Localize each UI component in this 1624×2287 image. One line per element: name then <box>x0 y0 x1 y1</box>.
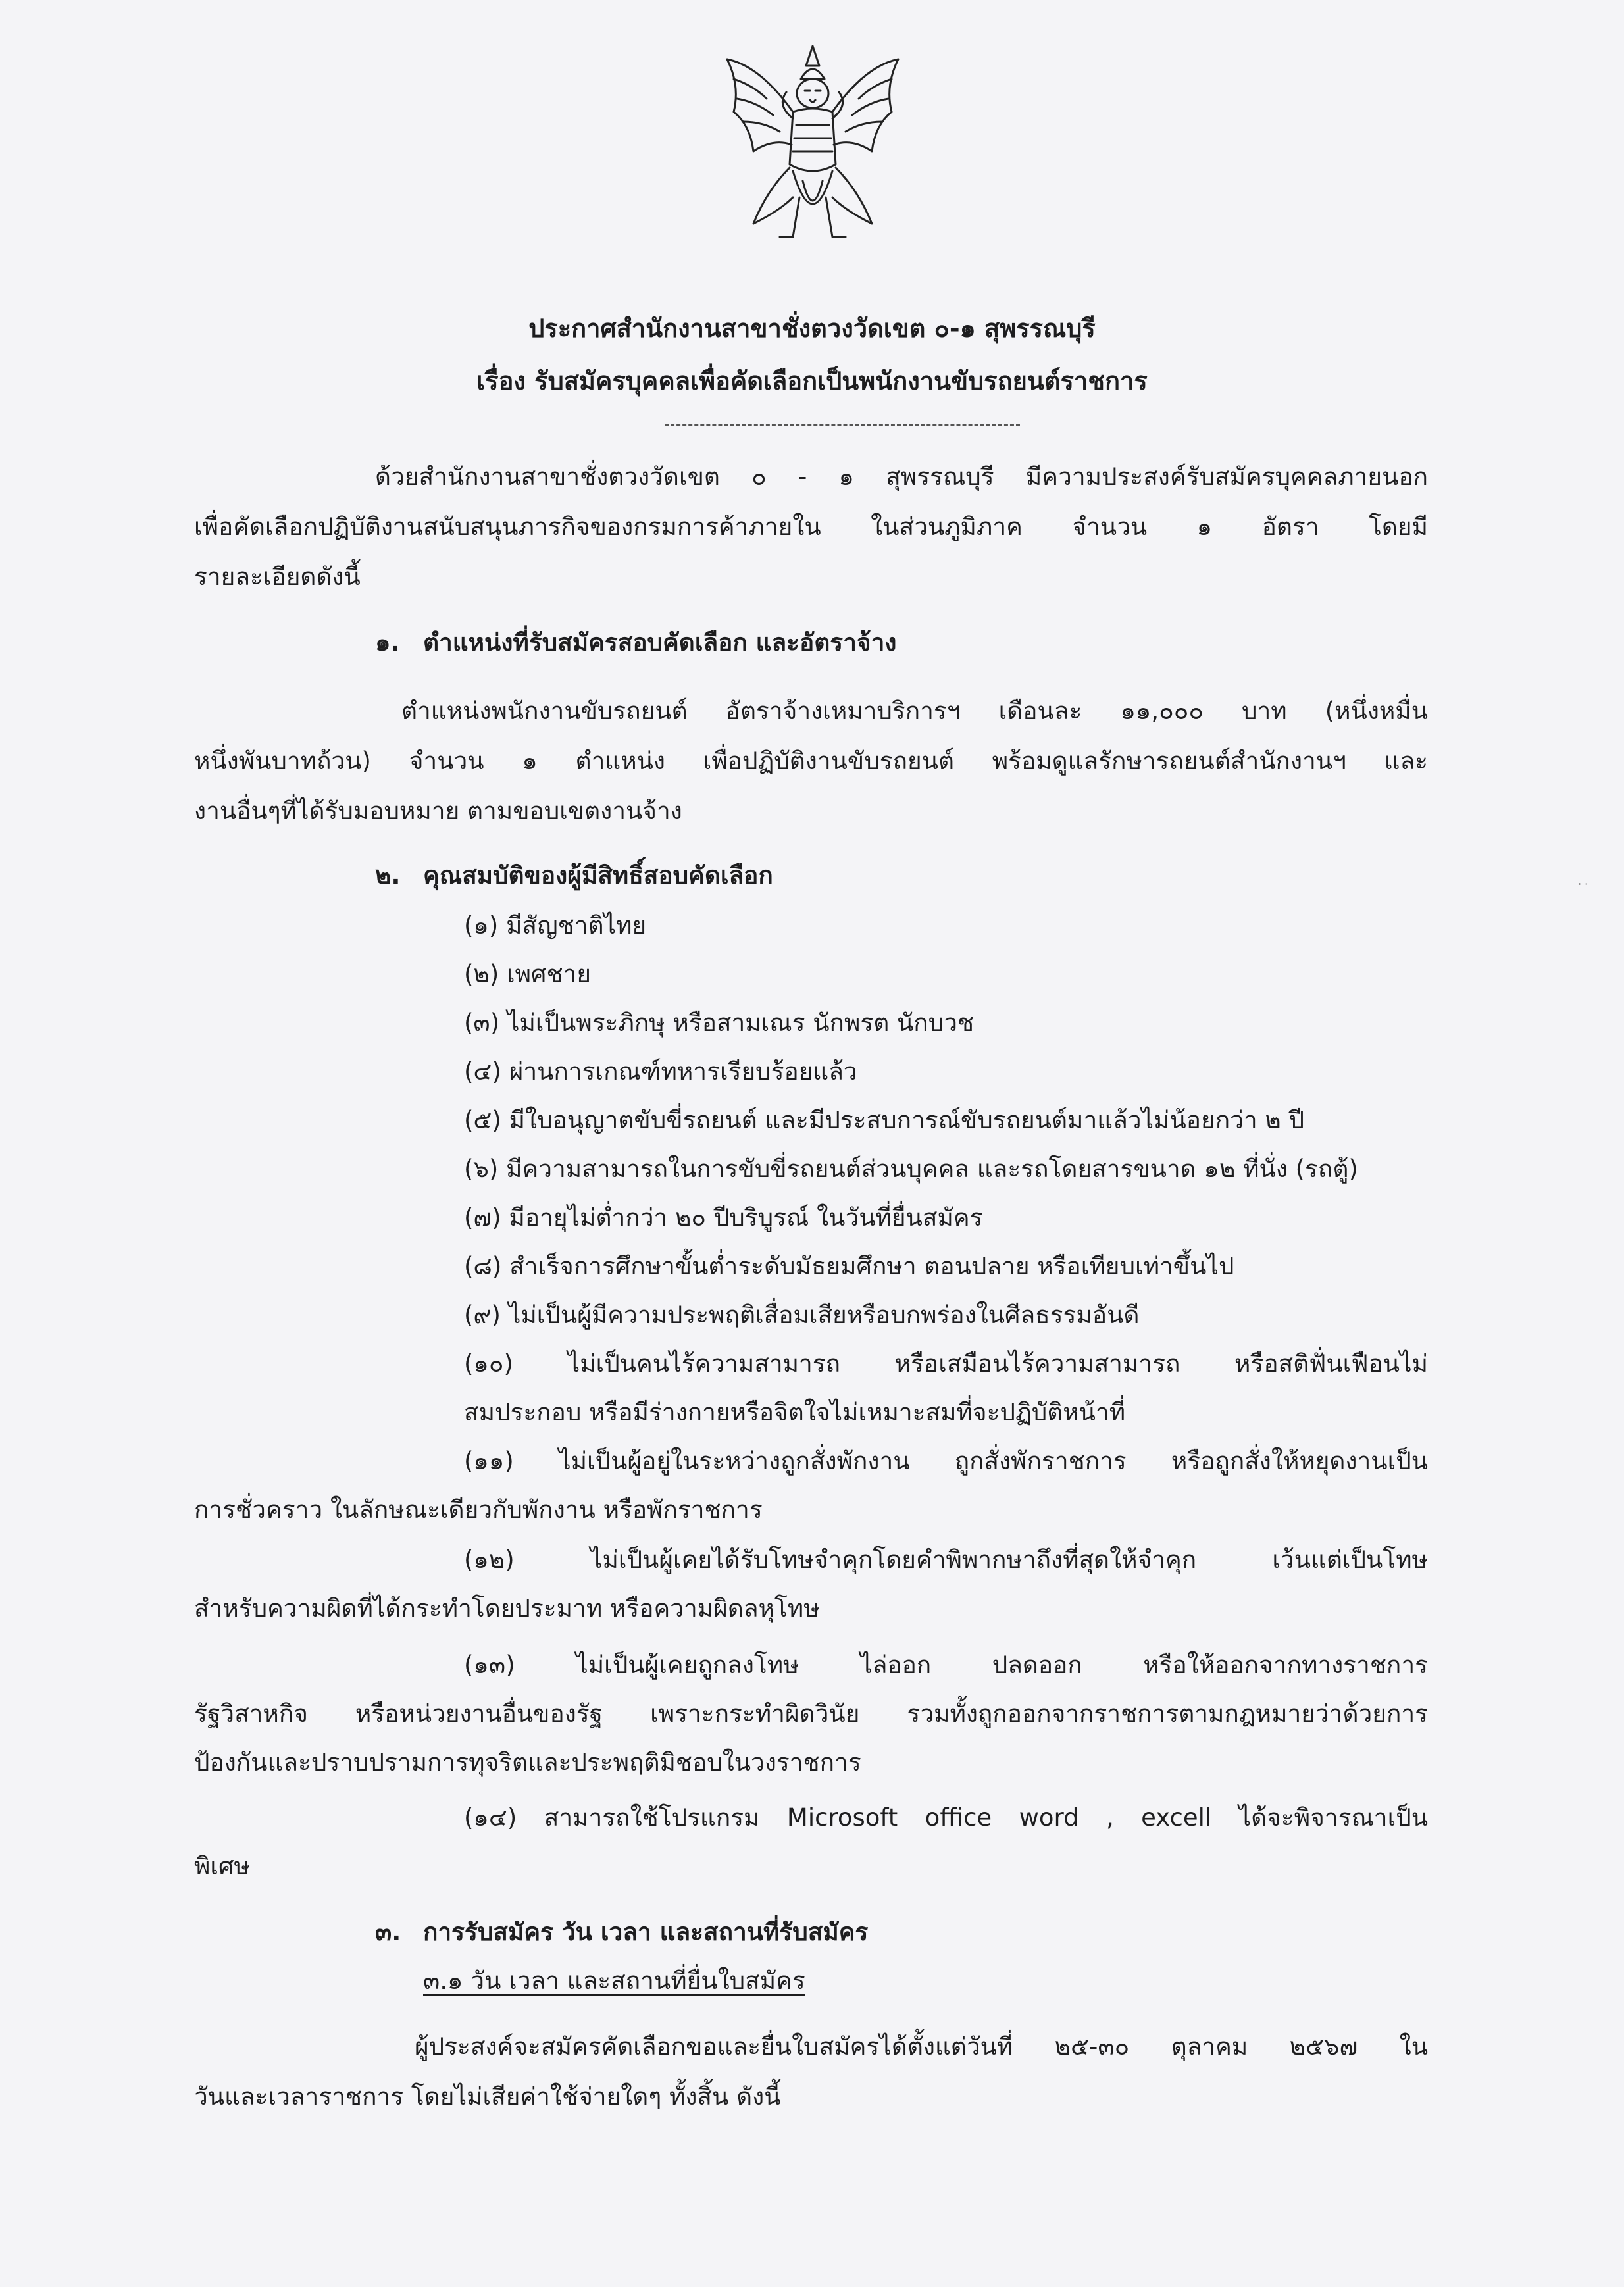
intro-line-2: เพื่อคัดเลือกปฏิบัติงานสนับสนุนภารกิจของกรมการค้าภายใน ในส่วนภูมิภาค จำนวน ๑ อัตรา โดยมี <box>194 513 1428 541</box>
qualification-item: (๑๐) ไม่เป็นคนไร้ความสามารถ หรือเสมือนไร้ความสามารถ หรือสติฟั่นเฟือนไม่ <box>464 1349 1428 1378</box>
section3-line-2: วันและเวลาราชการ โดยไม่เสียค่าใช้จ่ายใดๆ ทั้งสิ้น ดังนี้ <box>194 2082 781 2111</box>
section1-heading: ตำแหน่งที่รับสมัครสอบคัดเลือก และอัตราจ้าง <box>423 628 897 657</box>
qualification-item: (๑๔) สามารถใช้โปรแกรม Microsoft office word , excell ได้จะพิจารณาเป็น <box>464 1803 1428 1832</box>
qualification-item: (๓) ไม่เป็นพระภิกษุ หรือสามเณร นักพรต นักบวช <box>464 1009 975 1037</box>
section2-number: ๒. <box>375 861 401 890</box>
section3-heading: การรับสมัคร วัน เวลา และสถานที่รับสมัคร <box>423 1918 869 1946</box>
document-subject: เรื่อง รับสมัครบุคคลเพื่อคัดเลือกเป็นพนักงานขับรถยนต์ราชการ <box>476 366 1148 395</box>
qualification-item: (๖) มีความสามารถในการขับขี่รถยนต์ส่วนบุคคล และรถโดยสารขนาด ๑๒ ที่นั่ง (รถตู้) <box>464 1155 1358 1183</box>
document-title: ประกาศสำนักงานสาขาชั่งตวงวัดเขต ๐-๑ สุพรรณบุรี <box>528 314 1096 343</box>
section3-line-1: ผู้ประสงค์จะสมัครคัดเลือกขอและยื่นใบสมัครได้ตั้งแต่วันที่ ๒๕-๓๐ ตุลาคม ๒๕๖๗ ใน <box>415 2032 1428 2061</box>
qualification-item: (๑๒) ไม่เป็นผู้เคยได้รับโทษจำคุกโดยคำพิพากษาถึงที่สุดให้จำคุก เว้นแต่เป็นโทษ <box>464 1546 1428 1574</box>
section1-line-1: ตำแหน่งพนักงานขับรถยนต์ อัตราจ้างเหมาบริการฯ เดือนละ ๑๑,๐๐๐ บาท (หนึ่งหมื่น <box>401 697 1428 725</box>
qualification-item-cont: สมประกอบ หรือมีร่างกายหรือจิตใจไม่เหมาะสมที่จะปฏิบัติหน้าที่ <box>464 1398 1126 1426</box>
section2-heading: คุณสมบัติของผู้มีสิทธิ์สอบคัดเลือก <box>423 861 773 890</box>
qualification-item: (๙) ไม่เป็นผู้มีความประพฤติเสื่อมเสียหรือบกพร่องในศีลธรรมอันดี <box>464 1301 1140 1329</box>
qualification-item-cont: สำหรับความผิดที่ได้กระทำโดยประมาท หรือความผิดลหุโทษ <box>194 1594 820 1622</box>
intro-line-3: รายละเอียดดังนี้ <box>194 563 361 591</box>
garuda-emblem-icon <box>714 39 911 250</box>
qualification-item: (๑) มีสัญชาติไทย <box>464 911 647 940</box>
section3-subheading: ๓.๑ วัน เวลา และสถานที่ยื่นใบสมัคร <box>423 1967 805 1995</box>
scan-mark: · · <box>1578 878 1588 890</box>
section1-line-2: หนึ่งพันบาทถ้วน) จำนวน ๑ ตำแหน่ง เพื่อปฏิบัติงานขับรถยนต์ พร้อมดูแลรักษารถยนต์สำนักงานฯ และ <box>194 747 1428 775</box>
qualification-item: (๕) มีใบอนุญาตขับขี่รถยนต์ และมีประสบการณ์ขับรถยนต์มาแล้วไม่น้อยกว่า ๒ ปี <box>464 1106 1305 1134</box>
qualification-item-cont: การชั่วคราว ในลักษณะเดียวกับพักงาน หรือพักราชการ <box>194 1495 763 1524</box>
qualification-item: (๗) มีอายุไม่ต่ำกว่า ๒๐ ปีบริบูรณ์ ในวันที่ยื่นสมัคร <box>464 1203 983 1232</box>
qualification-item: (๑๓) ไม่เป็นผู้เคยถูกลงโทษ ไล่ออก ปลดออก หรือให้ออกจากทางราชการ <box>464 1651 1428 1679</box>
qualification-item: (๒) เพศชาย <box>464 960 592 988</box>
intro-line-1: ด้วยสำนักงานสาขาชั่งตวงวัดเขต ๐ - ๑ สุพรรณบุรี มีความประสงค์รับสมัครบุคคลภายนอก <box>375 463 1428 491</box>
qualification-item: (๑๑) ไม่เป็นผู้อยู่ในระหว่างถูกสั่งพักงาน ถูกสั่งพักราชการ หรือถูกสั่งให้หยุดงานเป็น <box>464 1447 1428 1475</box>
qualification-item: (๔) ผ่านการเกณฑ์ทหารเรียบร้อยแล้ว <box>464 1057 857 1086</box>
title-separator <box>665 424 1020 426</box>
qualification-item-cont: ป้องกันและปราบปรามการทุจริตและประพฤติมิชอบในวงราชการ <box>194 1748 861 1776</box>
section1-number: ๑. <box>375 628 400 657</box>
qualification-item-cont: พิเศษ <box>194 1852 250 1880</box>
qualification-item-cont: รัฐวิสาหกิจ หรือหน่วยงานอื่นของรัฐ เพราะกระทำผิดวินัย รวมทั้งถูกออกจากราชการตามกฎหมายว่าด้วยการ <box>194 1699 1428 1728</box>
section3-number: ๓. <box>375 1918 401 1946</box>
section1-line-3: งานอื่นๆที่ได้รับมอบหมาย ตามขอบเขตงานจ้าง <box>194 797 682 825</box>
qualification-item: (๘) สำเร็จการศึกษาขั้นต่ำระดับมัธยมศึกษา ตอนปลาย หรือเทียบเท่าขึ้นไป <box>464 1252 1234 1280</box>
